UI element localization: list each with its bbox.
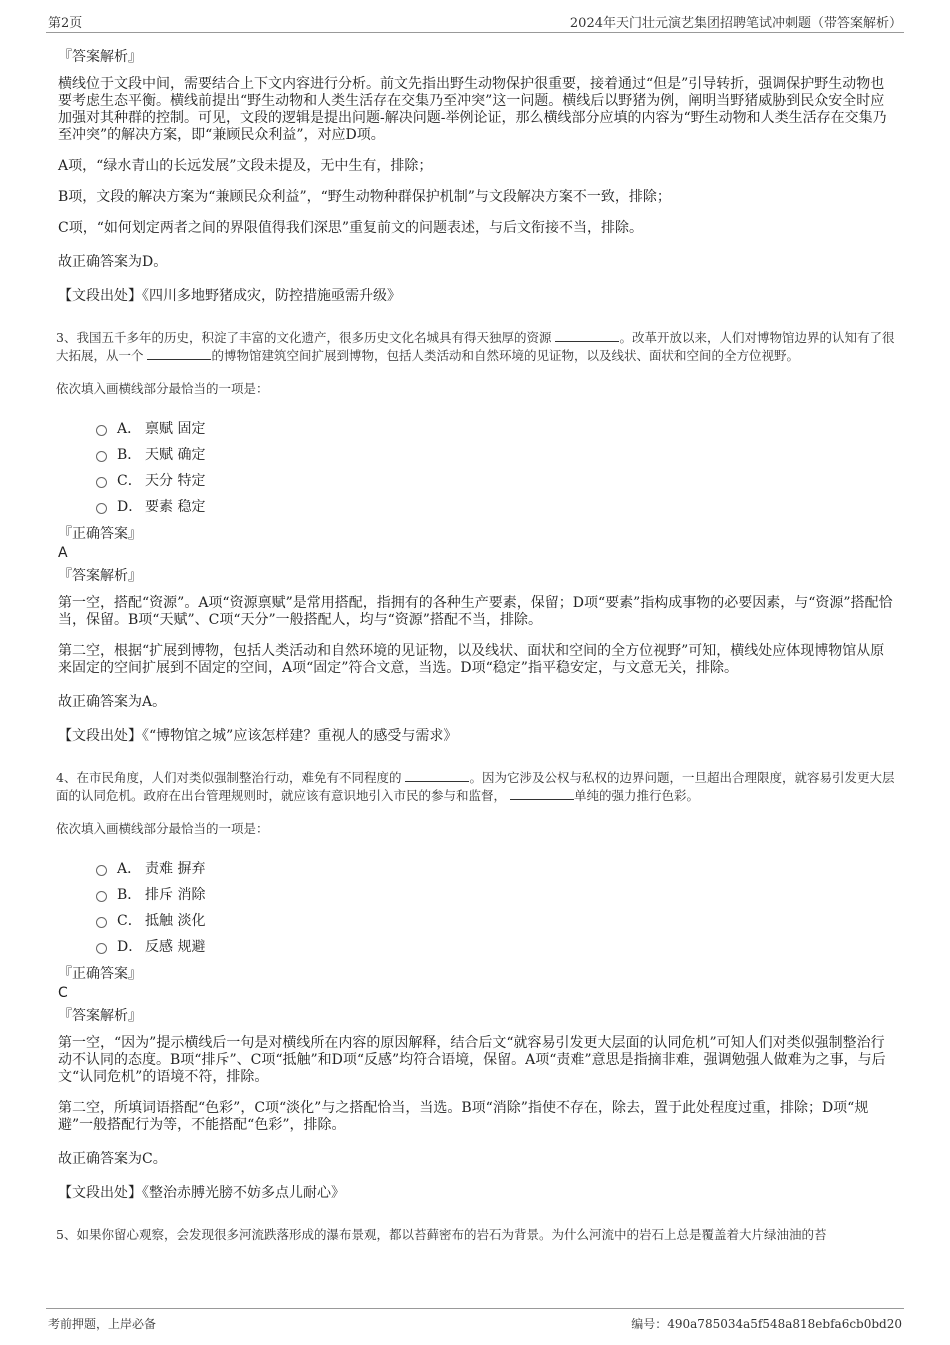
- q2-analysis-paragraph: 横线位于文段中间，需要结合上下文内容进行分析。前文先指出野生动物保护很重要，接着通过“但是”引导转折，强调保护野生动物也要考虑生态平衡。横线前提出“野生动物和人类生活存在交集乃至冲突”这一问题。横线后以野猪为例，阐明当野猪威胁到民众安全时应加强对其种群的控制。可见，文段的逻辑是提出问题-解决问题-举例论证，那么横线部分应填的内容为“野生动物和人类生活存在交集乃至冲突”的解决方案，即“兼顾民众利益”，对应D项。: [58, 76, 887, 143]
- radio-button[interactable]: [96, 891, 107, 902]
- radio-button[interactable]: [96, 451, 107, 462]
- q4-option-b[interactable]: B． 排斥 消除: [96, 881, 896, 907]
- analysis-label: 『答案解析』: [58, 49, 142, 65]
- q5-question: 5、如果你留心观察，会发现很多河流跌落形成的瀑布景观，都以苔藓密布的岩石为背景。为什么河流中的岩石上总是覆盖着大片绿油油的苔: [56, 1227, 827, 1242]
- document-title: 2024年天门壮元演艺集团招聘笔试冲刺题（带答案解析）: [569, 16, 902, 31]
- fill-blank: [405, 769, 469, 782]
- q3-text-part2: 。改革开放以来，人们对博物馆边界的认知有了很大拓展，从一个: [56, 330, 895, 363]
- q4-answer: C: [58, 985, 68, 1001]
- q3-answer: A: [58, 545, 68, 561]
- q4-analysis-2: 第二空，所填词语搭配“色彩”，C项“淡化”与之搭配恰当，当选。B项“消除”指使不存在，除去，置于此处程度过重，排除；D项“规避”一般搭配行为等，不能搭配“色彩”，排除。: [58, 1100, 869, 1133]
- radio-button[interactable]: [96, 943, 107, 954]
- q4-source: 【文段出处】《整治赤膊光膀不妨多点儿耐心》: [58, 1185, 345, 1201]
- q4-text-part2: 。因为它涉及公权与私权的边界问题，一旦超出合理限度，就容易引发更大层面的认同危机。政府在出台管理规则时，就应该有意识地引入市民的参与和监督，: [56, 770, 895, 803]
- fill-blank: [510, 787, 574, 800]
- q4-conclusion: 故正确答案为C。: [58, 1151, 167, 1167]
- document-id: 编号：490a785034a5f548a818ebfa6cb0bd20: [631, 1317, 902, 1331]
- radio-button[interactable]: [96, 917, 107, 928]
- q3-source: 【文段出处】《“博物馆之城”应该怎样建？重视人的感受与需求》: [58, 728, 458, 744]
- page-number: 第2页: [48, 16, 83, 31]
- q2-source: 【文段出处】《四川多地野猪成灾，防控措施亟需升级》: [58, 288, 401, 304]
- page-footer: [46, 1308, 904, 1333]
- q2-option-a-note: A项，“绿水青山的长远发展”文段未提及，无中生有，排除；: [58, 158, 433, 174]
- page-content: [56, 46, 896, 1258]
- page-header: [46, 10, 904, 33]
- q3-option-d[interactable]: D． 要素 稳定: [96, 493, 896, 519]
- q3-text-part3: 的博物馆建筑空间扩展到博物，包括人类活动和自然环境的见证物，以及线状、面状和空间的全方位视野。: [211, 348, 799, 363]
- q3-option-b[interactable]: B． 天赋 确定: [96, 441, 896, 467]
- q3-analysis-1: 第一空，搭配“资源”。A项“资源禀赋”是常用搭配，指拥有的各种生产要素，保留；D项“要素”指构成事物的必要因素，与“资源”搭配恰当，保留。B项“天赋”、C项“天分”一般搭配人，均与“资源”搭配不当，排除。: [58, 595, 893, 628]
- q3-question: [56, 329, 896, 365]
- q4-options: [96, 855, 896, 959]
- q3-option-a[interactable]: A． 禀赋 固定: [96, 415, 896, 441]
- fill-blank: [147, 347, 211, 360]
- q3-options: [96, 415, 896, 519]
- q4-text-part3: 单纯的强力推行色彩。: [573, 788, 699, 803]
- q3-option-c[interactable]: C． 天分 特定: [96, 467, 896, 493]
- q3-conclusion: 故正确答案为A。: [58, 694, 167, 710]
- correct-answer-label: 『正确答案』: [58, 966, 142, 982]
- radio-button[interactable]: [96, 865, 107, 876]
- footer-slogan: 考前押题，上岸必备: [48, 1317, 157, 1331]
- q4-question: [56, 769, 896, 805]
- q3-prompt: 依次填入画横线部分最恰当的一项是：: [56, 381, 269, 396]
- q4-option-c[interactable]: C． 抵触 淡化: [96, 907, 896, 933]
- q3-analysis-2: 第二空，根据“扩展到博物，包括人类活动和自然环境的见证物，以及线状、面状和空间的全方位视野”可知，横线处应体现博物馆从原来固定的空间扩展到不固定的空间，A项“固定”符合文意，当选。D项“稳定”指平稳安定，与文意无关，排除。: [58, 643, 885, 676]
- q4-option-a[interactable]: A． 责难 摒弃: [96, 855, 896, 881]
- q4-prompt: 依次填入画横线部分最恰当的一项是：: [56, 821, 269, 836]
- q4-analysis-1: 第一空，“因为”提示横线后一句是对横线所在内容的原因解释，结合后文“就容易引发更大层面的认同危机”可知人们对类似强制整治行动不认同的态度。B项“排斥”、C项“抵触”和D项“反感”均符合语境，保留。A项“责难”意思是指摘非难，强调勉强人做难为之事，与后文“认同危机”的语境不符，排除。: [58, 1035, 886, 1085]
- q2-option-c-note: C项，“如何划定两者之间的界限值得我们深思”重复前文的问题表述，与后文衔接不当，排除。: [58, 220, 644, 236]
- q3-text-part1: 3、我国五千多年的历史，积淀了丰富的文化遗产，很多历史文化名城具有得天独厚的资源: [56, 330, 556, 345]
- radio-button[interactable]: [96, 477, 107, 488]
- q2-option-b-note: B项，文段的解决方案为“兼顾民众利益”，“野生动物种群保护机制”与文段解决方案不一致，排除；: [58, 189, 671, 205]
- analysis-label: 『答案解析』: [58, 568, 142, 584]
- correct-answer-label: 『正确答案』: [58, 526, 142, 542]
- q2-conclusion: 故正确答案为D。: [58, 254, 168, 270]
- radio-button[interactable]: [96, 503, 107, 514]
- analysis-label: 『答案解析』: [58, 1008, 142, 1024]
- radio-button[interactable]: [96, 425, 107, 436]
- fill-blank: [555, 329, 619, 342]
- q4-option-d[interactable]: D． 反感 规避: [96, 933, 896, 959]
- q4-text-part1: 4、在市民角度，人们对类似强制整治行动，难免有不同程度的: [56, 770, 406, 785]
